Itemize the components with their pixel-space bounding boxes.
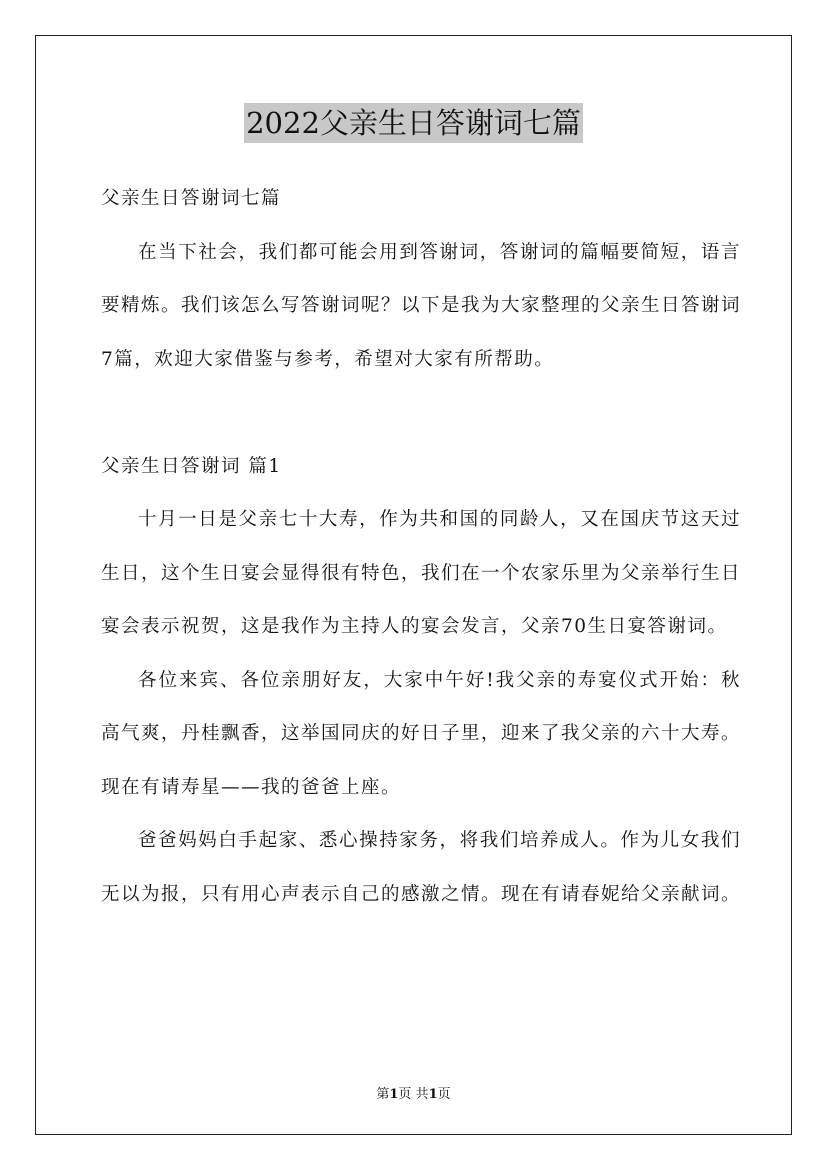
body-paragraph: 爸爸妈妈白手起家、悉心操持家务，将我们培养成人。作为儿女我们无以为报，只有用心声表示自己的感激之情。现在有请春妮给父亲献词。 [101,830,742,905]
document-body [101,172,741,921]
footer-prefix: 第 [376,1087,390,1102]
intro-paragraph: 在当下社会，我们都可能会用到答谢词，答谢词的篇幅要简短，语言要精炼。我们该怎么写答谢词呢？以下是我为大家整理的父亲生日答谢词7篇，欢迎大家借鉴与参考，希望对大家有所帮助。 [101,241,742,370]
body-paragraph: 各位来宾、各位亲朋好友，大家中午好!我父亲的寿宴仪式开始：秋高气爽，丹桂飘香，这举国同庆的好日子里，迎来了我父亲的六十大寿。现在有请寿星——我的爸爸上座。 [101,669,742,798]
page-footer [0,1083,827,1102]
document-title: 2022父亲生日答谢词七篇 [244,103,583,143]
document-subtitle: 父亲生日答谢词七篇 [101,188,282,209]
footer-total-pages: 1 [428,1087,438,1102]
footer-suffix: 页 [437,1087,451,1102]
section-spacer [101,386,741,440]
section-heading: 父亲生日答谢词 篇1 [101,455,282,477]
title-wrap [0,103,827,143]
body-paragraph: 十月一日是父亲七十大寿，作为共和国的同龄人，又在国庆节这天过生日，这个生日宴会显得很有特色，我们在一个农家乐里为父亲举行生日宴会表示祝贺，这是我作为主持人的宴会发言，父亲70生日宴答谢词。 [101,509,742,637]
footer-mid: 页 共 [398,1087,429,1102]
footer-page-number: 1 [389,1087,399,1102]
